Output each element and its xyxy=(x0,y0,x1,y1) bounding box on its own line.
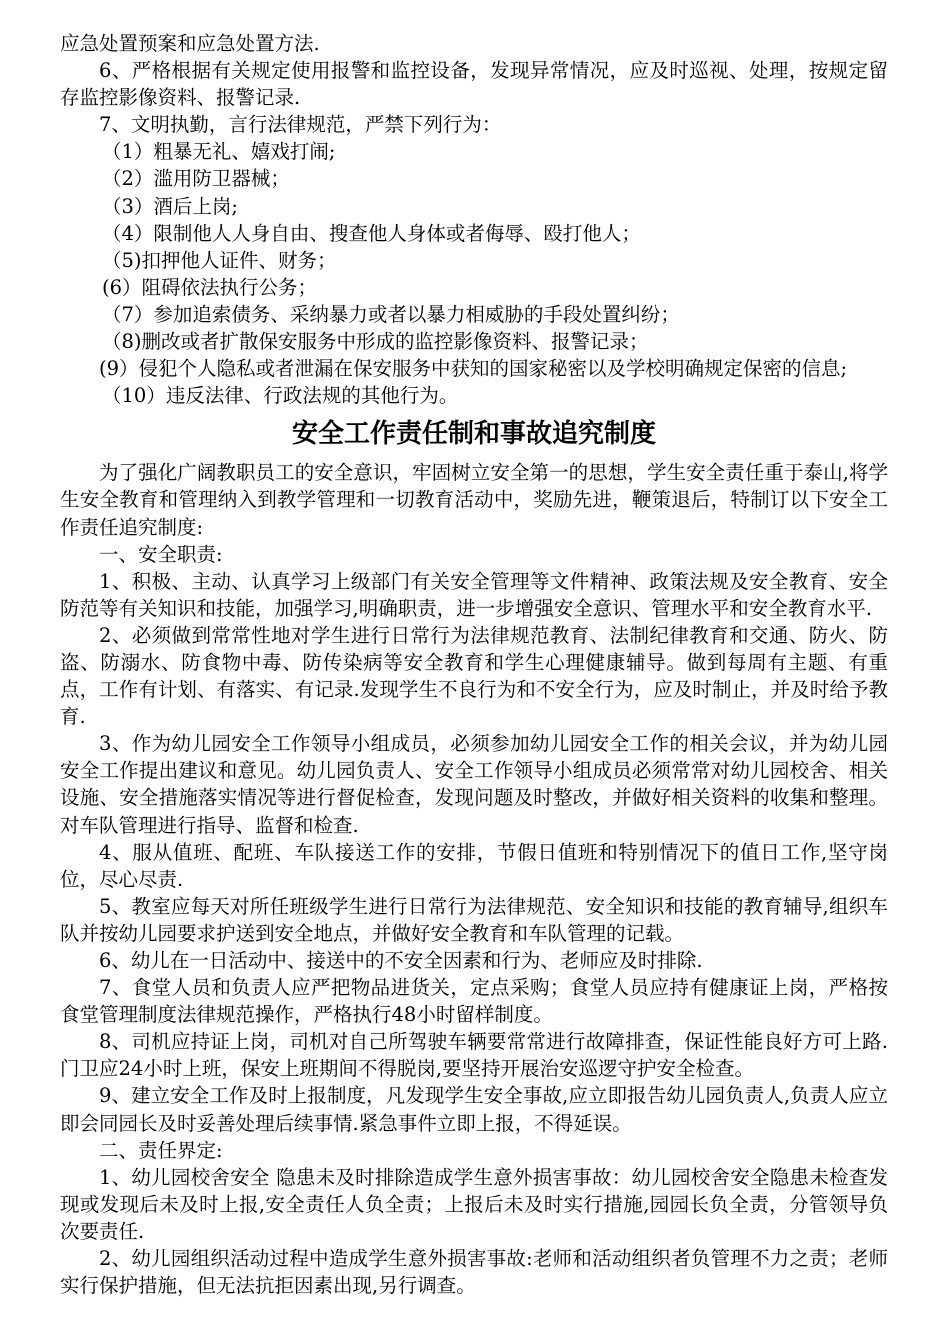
prohibited-item: （10）违反法律、行政法规的其他行为。 xyxy=(102,384,459,408)
duty-paragraph: 5、教室应每天对所任班级学生进行日常行为法律规范、安全知识和技能的教育辅导,组织车队并按幼儿园要求护送到安全地点，并做好安全教育和车队管理的记载。 xyxy=(60,894,888,945)
main-body xyxy=(60,459,888,1299)
prohibited-item: （5)扣押他人证件、财务； xyxy=(102,248,337,272)
prohibited-item: （4）限制他人人身自由、搜查他人身体或者侮辱、殴打他人； xyxy=(102,221,641,245)
duty-paragraph: 8、司机应持证上岗，司机对自己所驾驶车辆要常常进行故障排查，保证性能良好方可上路.门卫应24小时上班，保安上班期间不得脱岗,要坚持开展治安巡逻守护安全检查。 xyxy=(60,1030,888,1081)
intro-paragraph: 为了强化广阔教职员工的安全意识，牢固树立安全第一的思想，学生安全责任重于泰山,将学生安全教育和管理纳入到教学管理和一切教育活动中，奖励先进，鞭策退后，特制订以下安全工作责任追究制度: xyxy=(60,461,888,539)
duty-paragraph: 1、积极、主动、认真学习上级部门有关安全管理等文件精神、政策法规及安全教育、安全防范等有关知识和技能，加强学习,明确职责，进一步增强安全意识、管理水平和安全教育水平. xyxy=(60,569,888,620)
prohibited-item: (6）阻碍依法执行公务； xyxy=(102,275,318,299)
responsibility-paragraph: 2、幼儿园组织活动过程中造成学生意外损害事故:老师和活动组织者负管理不力之责；老师实行保护措施，但无法抗拒因素出现,另行调查。 xyxy=(60,1247,888,1298)
section-title: 安全工作责任制和事故追究制度 xyxy=(291,419,656,450)
paragraph-rule-6: 6、严格根据有关规定使用报警和监控设备，发现异常情况，应及时巡视、处理，按规定留存监控影像资料、报警记录. xyxy=(60,59,888,110)
prohibited-item: （8)删改或者扩散保安服务中形成的监控影像资料、报警记录； xyxy=(102,330,649,354)
top-section xyxy=(60,30,888,409)
duty-paragraph: 3、作为幼儿园安全工作领导小组成员，必须参加幼儿园安全工作的相关会议，并为幼儿园安全工作提出建议和意见。幼儿园负责人、安全工作领导小组成员必须常常对幼儿园校舍、相关设施、安全措施落实情况等进行督促检查，发现问题及时整改，并做好相关资料的收集和整理。对车队管理进行指导、监督和检查. xyxy=(60,732,888,837)
prohibited-item: （1）粗暴无礼、嬉戏打闹; xyxy=(102,140,336,164)
section-heading-responsibility: 二、责任界定: xyxy=(99,1138,223,1162)
duty-paragraph: 2、必须做到常常性地对学生进行日常行为法律规范教育、法制纪律教育和交通、防火、防盗、防溺水、防食物中毒、防传染病等安全教育和学生心理健康辅导。做到每周有主题、有重点，工作有计划、有落实、有记录.发现学生不良行为和不安全行为，应及时制止，并及时给予教育. xyxy=(60,623,888,729)
prohibited-item: （2）滥用防卫器械； xyxy=(102,167,290,191)
section-heading-duties: 一、安全职责: xyxy=(99,542,223,566)
duty-paragraph: 4、服从值班、配班、车队接送工作的安排，节假日值班和特别情况下的值日工作,坚守岗位，尽心尽责. xyxy=(60,840,888,891)
paragraph-continued: 应急处置预案和应急处置方法. xyxy=(60,32,320,55)
prohibited-item: （7）参加追索债务、采纳暴力或者以暴力相威胁的手段处置纠纷； xyxy=(102,302,680,326)
responsibility-paragraph: 1、幼儿园校舍安全 隐患未及时排除造成学生意外损害事故：幼儿园校舍安全隐患未检查发现或发现后未及时上报,安全责任人负全责；上报后未及时实行措施,园园长负全责，分管领导负次要责任. xyxy=(60,1165,888,1243)
duty-paragraph: 9、建立安全工作及时上报制度，凡发现学生安全事故,应立即报告幼儿园负责人,负责人应立即会同园长及时妥善处理后续事情.紧急事件立即上报，不得延误。 xyxy=(60,1084,888,1135)
paragraph-rule-7: 7、文明执勤，言行法律规范，严禁下列行为： xyxy=(99,113,502,137)
duty-paragraph: 6、幼儿在一日活动中、接送中的不安全因素和行为、老师应及时排除. xyxy=(99,949,703,972)
prohibited-item: （3）酒后上岗; xyxy=(102,194,238,218)
prohibited-item: (9）侵犯个人隐私或者泄漏在保安服务中获知的国家秘密以及学校明确规定保密的信息; xyxy=(99,357,848,381)
duty-paragraph: 7、食堂人员和负责人应严把物品进货关，定点采购；食堂人员应持有健康证上岗，严格按食堂管理制度法律规范操作，严格执行48小时留样制度。 xyxy=(60,976,888,1027)
